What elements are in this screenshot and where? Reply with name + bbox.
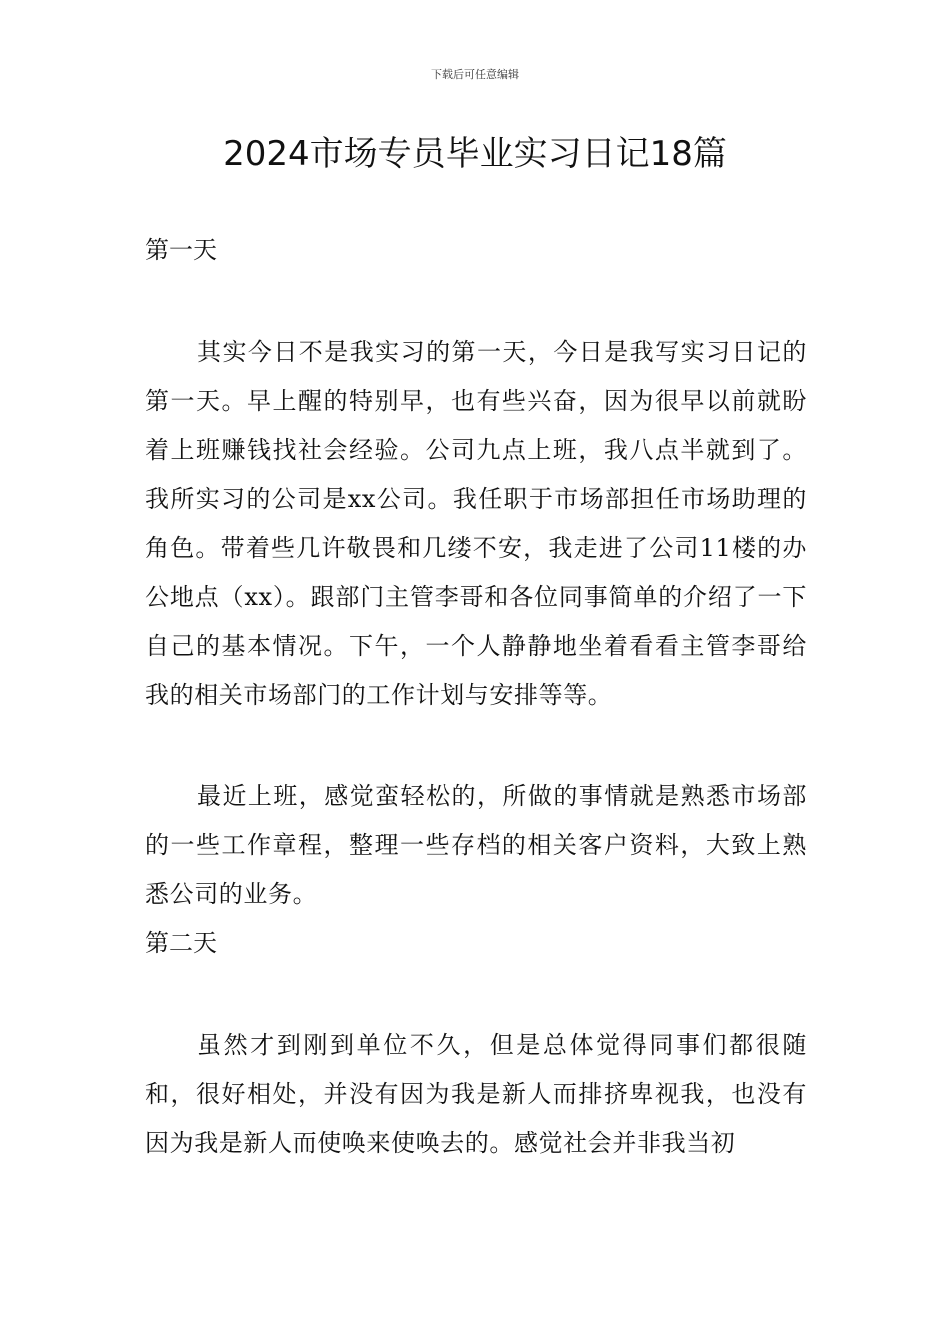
spacer — [145, 274, 807, 328]
document-body — [145, 226, 807, 1168]
paragraph: 最近上班，感觉蛮轻松的，所做的事情就是熟悉市场部的一些工作章程，整理一些存档的相关客户资料，大致上熟悉公司的业务。 — [145, 782, 807, 908]
paragraph: 虽然才到刚到单位不久，但是总体觉得同事们都很随和，很好相处，并没有因为我是新人而排挤卑视我，也没有因为我是新人而使唤来使唤去的。感觉社会并非我当初 — [145, 1031, 807, 1157]
document-title: 2024市场专员毕业实习日记18篇 — [223, 134, 727, 174]
day-heading-2: 第二天 — [145, 929, 217, 957]
header-note: 下载后可任意编辑 — [431, 68, 519, 81]
spacer — [145, 720, 807, 772]
paragraph: 其实今日不是我实习的第一天，今日是我写实习日记的第一天。早上醒的特别早，也有些兴奋，因为很早以前就盼着上班赚钱找社会经验。公司九点上班，我八点半就到了。我所实习的公司是xx公司。我任职于市场部担任市场助理的角色。带着些几许敬畏和几缕不安，我走进了公司11楼的办公地点（xx）。跟部门主管李哥和各位同事简单的介绍了一下自己的基本情况。下午，一个人静静地坐着看看主管李哥给我的相关市场部门的工作计划与安排等等。 — [145, 338, 807, 709]
day-heading-1: 第一天 — [145, 236, 217, 264]
spacer — [145, 967, 807, 1021]
